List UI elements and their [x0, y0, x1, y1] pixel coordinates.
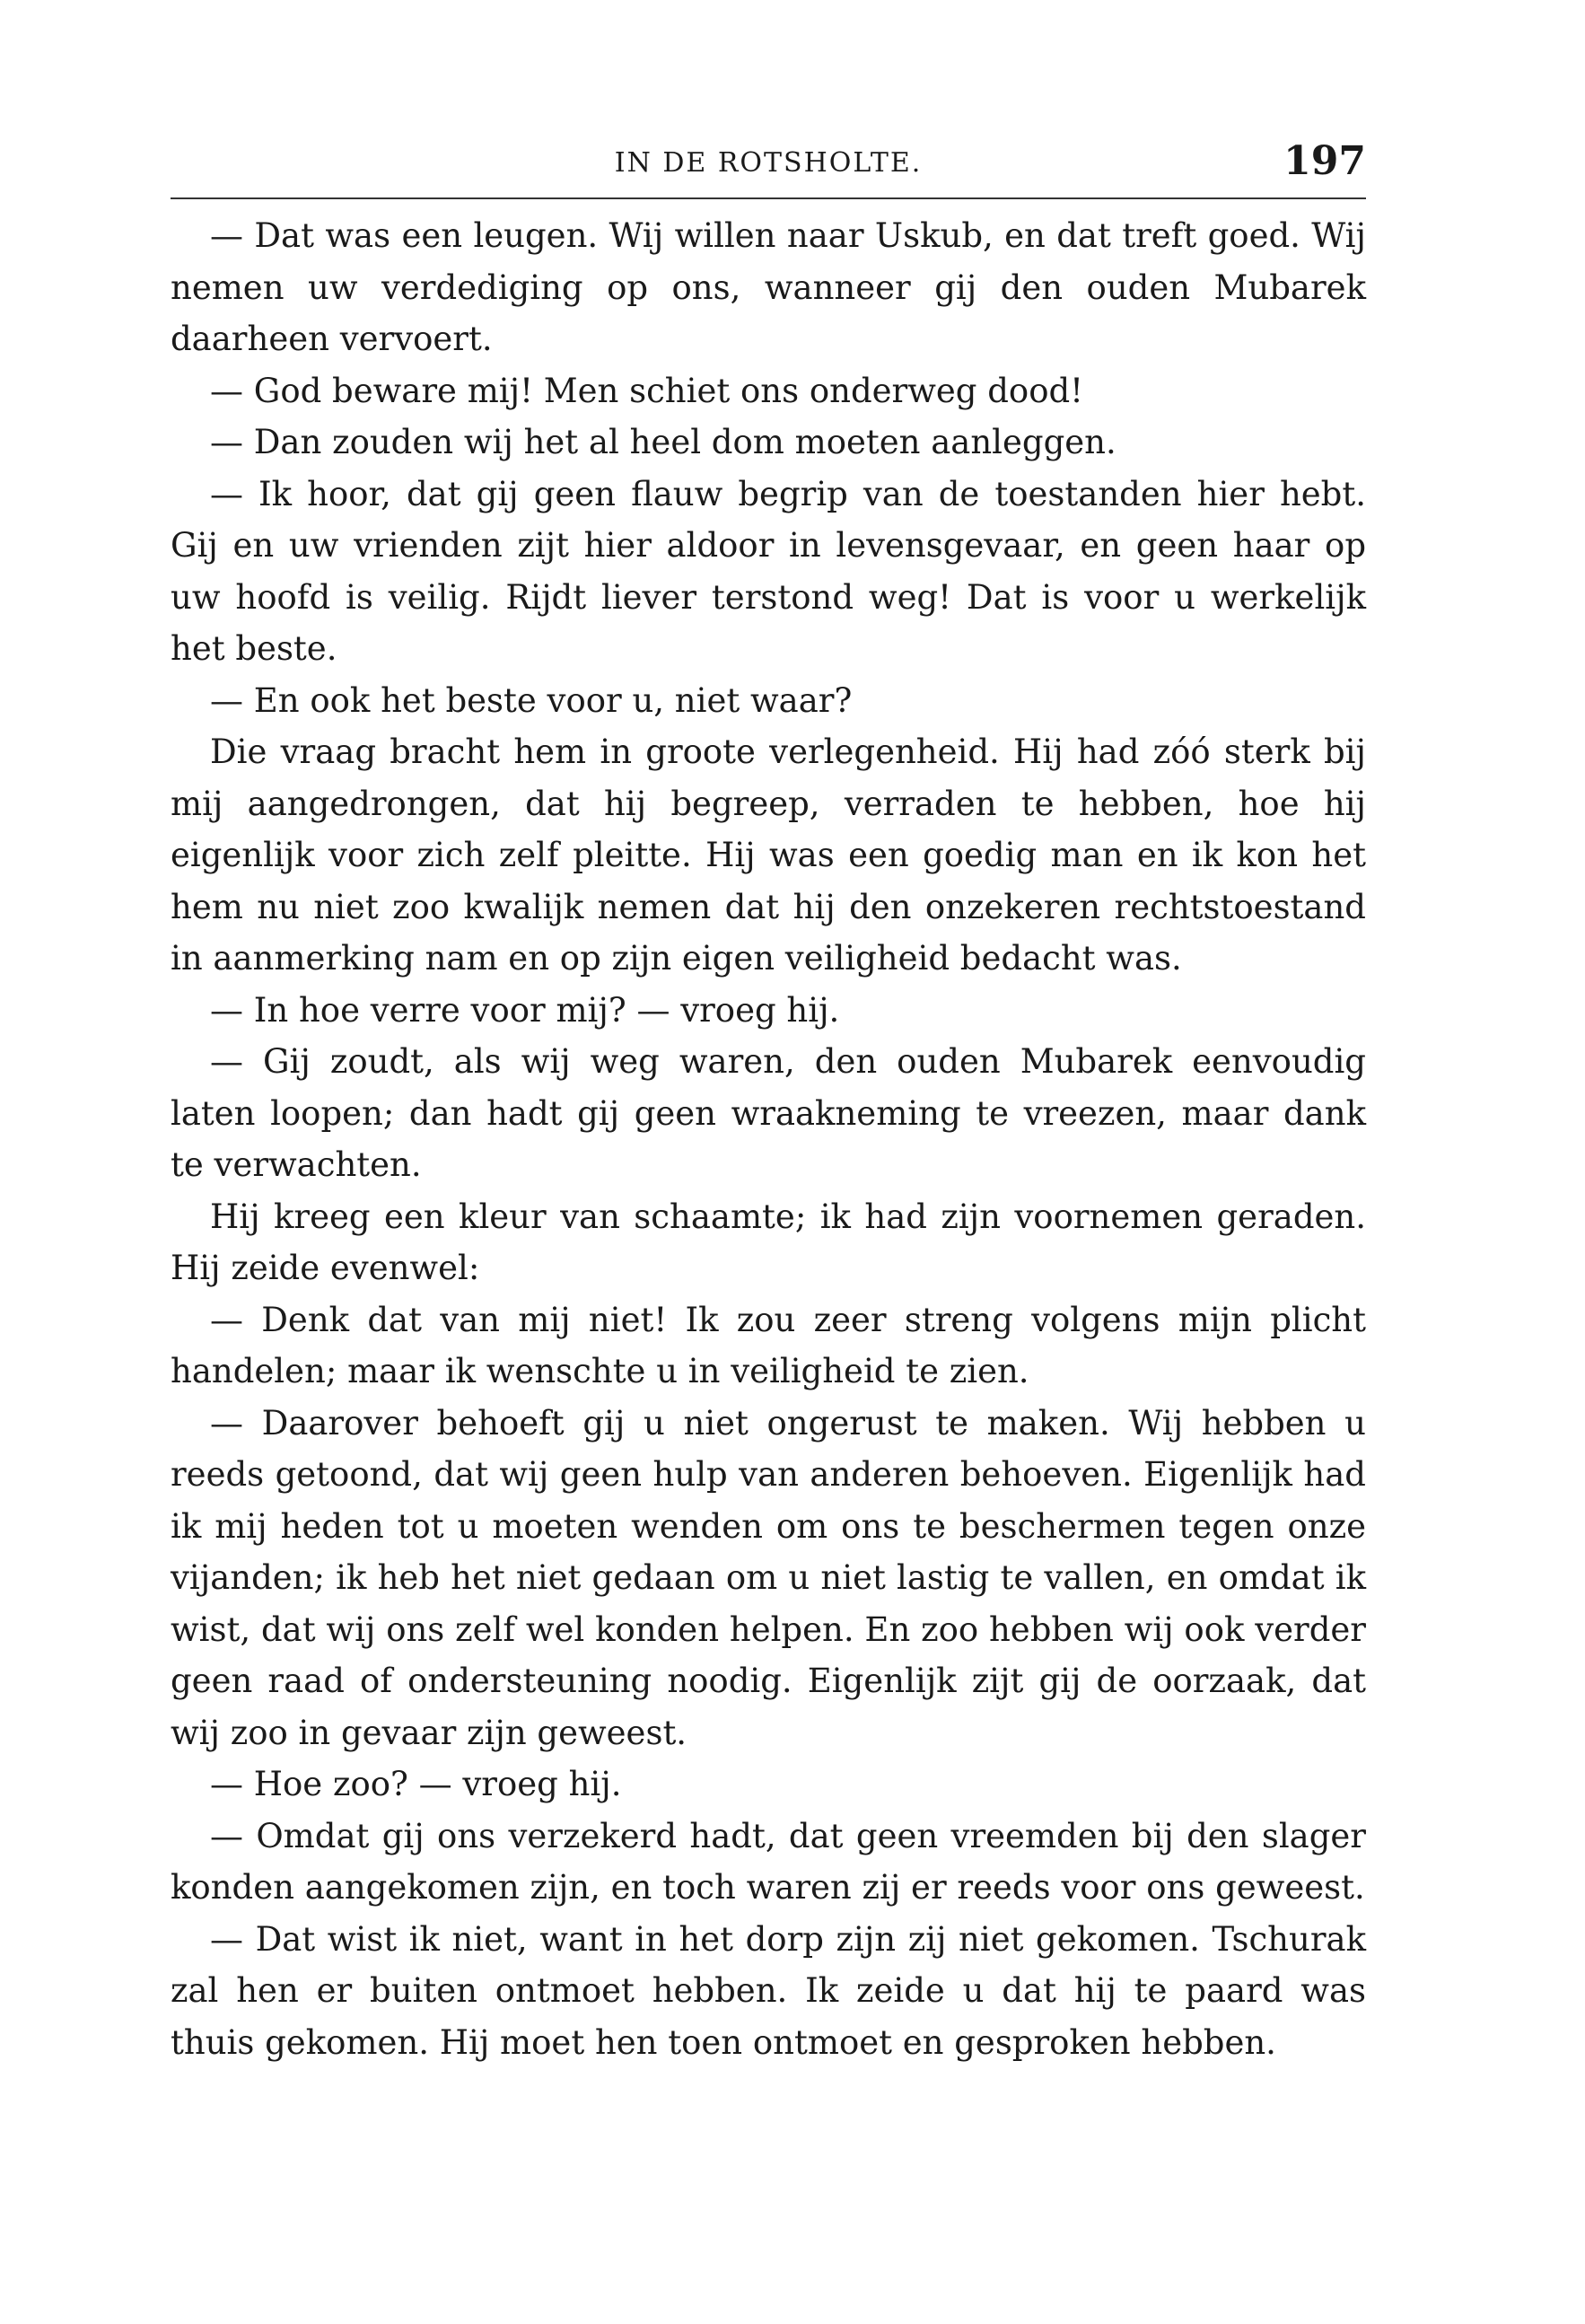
paragraph: — In hoe verre voor mij? — vroeg hij. — [210, 990, 840, 1030]
paragraph: — Daarover behoeft gij u niet ongerust te maken. Wij hebben u reeds getoond, dat wij geen hulp van anderen behoeven. Eigenlijk had ik mij heden tot u moeten wenden om ons te beschermen tegen onze vijanden; ik heb het niet gedaan om u niet lastig te vallen, en omdat ik wist, dat wij ons zelf wel konden helpen. En zoo hebben wij ook verder geen raad of ondersteuning noodig. Eigenlijk zijt gij de oorzaak, dat wij zoo in gevaar zijn geweest. — [171, 1403, 1366, 1752]
paragraph: — Dat wist ik niet, want in het dorp zijn zij niet gekomen. Tschurak zal hen er buiten ontmoet hebben. Ik zeide u dat hij te paard was thuis gekomen. Hij moet hen toen ontmoet en gesproken hebben. — [171, 1919, 1366, 2062]
paragraph: — Ik hoor, dat gij geen flauw begrip van de toestanden hier hebt. Gij en uw vrienden zijt hier aldoor in levensgevaar, en geen haar op uw hoofd is veilig. Rijdt liever terstond weg! Dat is voor u werkelijk het beste. — [171, 474, 1366, 668]
book-page — [171, 135, 1366, 2068]
body-text — [171, 210, 1366, 2068]
paragraph: — Dat was een leugen. Wij willen naar Uskub, en dat treft goed. Wij nemen uw verdediging op ons, wanneer gij den ouden Mubarek daarheen vervoert. — [171, 216, 1366, 358]
running-title: IN DE ROTSHOLTE. — [614, 147, 923, 179]
running-head — [171, 135, 1366, 197]
paragraph: — God beware mij! Men schiet ons onderweg dood! — [210, 371, 1084, 410]
paragraph: Die vraag bracht hem in groote verlegenheid. Hij had zóó sterk bij mij aangedrongen, dat hij begreep, verraden te hebben, hoe hij eigenlijk voor zich zelf pleitte. Hij was een goedig man en ik kon het hem nu niet zoo kwalijk nemen dat hij den onzekeren rechtstoestand in aanmerking nam en op zijn eigen veiligheid bedacht was. — [171, 732, 1366, 978]
paragraph: — Hoe zoo? — vroeg hij. — [210, 1765, 622, 1803]
paragraph: Hij kreeg een kleur van schaamte; ik had zijn voornemen geraden. Hij zeide evenwel: — [171, 1197, 1366, 1287]
paragraph: — Denk dat van mij niet! Ik zou zeer streng volgens mijn plicht handelen; maar ik wenschte u in veiligheid te zien. — [171, 1300, 1366, 1390]
paragraph: — Gij zoudt, als wij weg waren, den ouden Mubarek eenvoudig laten loopen; dan hadt gij geen wraakneming te vreezen, maar dank te verwachten. — [171, 1042, 1366, 1184]
header-rule — [171, 197, 1366, 199]
paragraph: — En ook het beste voor u, niet waar? — [210, 680, 853, 720]
paragraph: — Omdat gij ons verzekerd hadt, dat geen vreemden bij den slager konden aangekomen zijn, en toch waren zij er reeds voor ons geweest. — [171, 1816, 1366, 1907]
page-number: 197 — [1283, 138, 1366, 184]
paragraph: — Dan zouden wij het al heel dom moeten aanleggen. — [210, 423, 1117, 461]
